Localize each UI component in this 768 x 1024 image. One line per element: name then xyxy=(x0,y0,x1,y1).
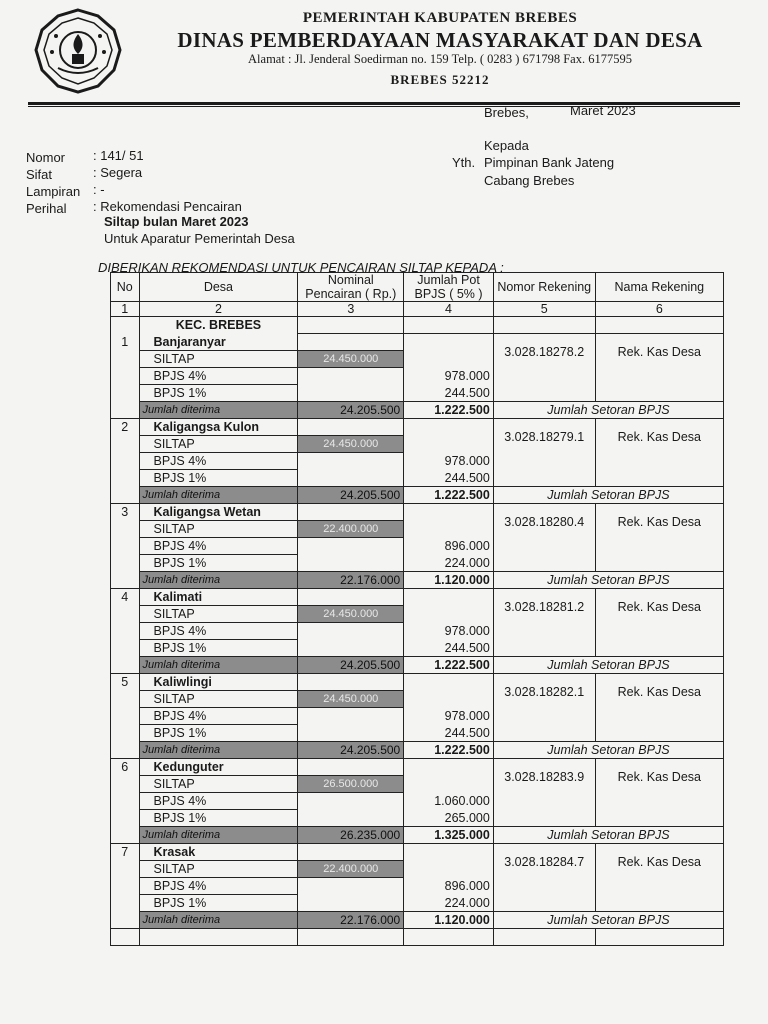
colnum: 3 xyxy=(298,302,404,317)
label-bpjs1: BPJS 1% xyxy=(139,470,298,487)
label-bpjs4: BPJS 4% xyxy=(139,538,298,555)
label-setoran: Jumlah Setoran BPJS xyxy=(493,742,723,759)
account-number: 3.028.18281.2 xyxy=(493,589,595,657)
village-name: Kalimati xyxy=(139,589,298,606)
nominal-siltap: 24.450.000 xyxy=(298,351,404,368)
label-setoran: Jumlah Setoran BPJS xyxy=(493,827,723,844)
colnum: 2 xyxy=(139,302,298,317)
bpjs4-amount: 978.000 xyxy=(404,708,494,725)
village-name: Kedunguter xyxy=(139,759,298,776)
label-bpjs1: BPJS 1% xyxy=(139,640,298,657)
row-number: 2 xyxy=(111,419,140,504)
bpjs4-amount: 978.000 xyxy=(404,453,494,470)
label-bpjs1: BPJS 1% xyxy=(139,895,298,912)
label-bpjs4: BPJS 4% xyxy=(139,623,298,640)
nominal-siltap: 22.400.000 xyxy=(298,521,404,538)
label-siltap: SILTAP xyxy=(139,861,298,878)
amount-diterima: 24.205.500 xyxy=(298,742,404,759)
to-label: Kepada xyxy=(484,138,529,153)
amount-setoran: 1.120.000 xyxy=(404,572,494,589)
kecamatan-row xyxy=(111,317,724,334)
account-name: Rek. Kas Desa xyxy=(595,334,723,402)
row-number: 6 xyxy=(111,759,140,844)
header-agency: DINAS PEMBERDAYAAN MASYARAKAT DAN DESA xyxy=(177,28,703,52)
colnum: 1 xyxy=(111,302,140,317)
bpjs1-amount: 244.500 xyxy=(404,640,494,657)
table-row-total xyxy=(111,402,724,419)
table-row xyxy=(111,674,724,691)
amount-diterima: 24.205.500 xyxy=(298,402,404,419)
bpjs4-amount: 896.000 xyxy=(404,538,494,555)
header-address: Alamat : Jl. Jenderal Soedirman no. 159 Telp. ( 0283 ) 671798 Fax. 6177595 xyxy=(248,52,632,66)
row-number: 7 xyxy=(111,844,140,929)
table-row-total xyxy=(111,657,724,674)
bpjs4-amount: 978.000 xyxy=(404,623,494,640)
header-government: PEMERINTAH KABUPATEN BREBES xyxy=(302,10,578,26)
label-diterima: Jumlah diterima xyxy=(139,912,298,929)
label-setoran: Jumlah Setoran BPJS xyxy=(493,657,723,674)
kecamatan-name: KEC. BREBES xyxy=(139,317,298,334)
account-name: Rek. Kas Desa xyxy=(595,844,723,912)
table-row-total xyxy=(111,827,724,844)
perihal-line2: Siltap bulan Maret 2023 xyxy=(104,214,249,229)
table-row xyxy=(111,334,724,351)
label-bpjs1: BPJS 1% xyxy=(139,725,298,742)
label-setoran: Jumlah Setoran BPJS xyxy=(493,572,723,589)
table-row xyxy=(111,419,724,436)
village-name: Kaligangsa Wetan xyxy=(139,504,298,521)
account-name: Rek. Kas Desa xyxy=(595,759,723,827)
table-row xyxy=(111,844,724,861)
nominal-siltap: 26.500.000 xyxy=(298,776,404,793)
header-pot: Jumlah Pot BPJS ( 5% ) xyxy=(404,273,494,302)
label-setoran: Jumlah Setoran BPJS xyxy=(493,912,723,929)
label-diterima: Jumlah diterima xyxy=(139,487,298,504)
field-value-sifat: : Segera xyxy=(93,165,143,180)
label-bpjs1: BPJS 1% xyxy=(139,555,298,572)
header-nominal: Nominal Pencairan ( Rp.) xyxy=(298,273,404,302)
label-diterima: Jumlah diterima xyxy=(139,827,298,844)
amount-setoran: 1.222.500 xyxy=(404,487,494,504)
header-city-zip: BREBES 52212 xyxy=(390,72,490,87)
header-rekening: Nomor Rekening xyxy=(493,273,595,302)
label-siltap: SILTAP xyxy=(139,606,298,623)
amount-diterima: 26.235.000 xyxy=(298,827,404,844)
label-bpjs1: BPJS 1% xyxy=(139,385,298,402)
label-diterima: Jumlah diterima xyxy=(139,742,298,759)
letter-place: Brebes, xyxy=(484,105,529,120)
perihal-line3: Untuk Aparatur Pemerintah Desa xyxy=(104,231,295,246)
amount-diterima: 24.205.500 xyxy=(298,657,404,674)
bpjs1-amount: 244.500 xyxy=(404,470,494,487)
recommendation-table xyxy=(110,272,724,946)
amount-setoran: 1.222.500 xyxy=(404,742,494,759)
row-number: 5 xyxy=(111,674,140,759)
to-recipient: Pimpinan Bank Jateng xyxy=(484,155,615,170)
table-row-total xyxy=(111,487,724,504)
table-colnum-row xyxy=(111,302,724,317)
bpjs1-amount: 244.500 xyxy=(404,385,494,402)
label-diterima: Jumlah diterima xyxy=(139,402,298,419)
label-bpjs4: BPJS 4% xyxy=(139,793,298,810)
header-desa: Desa xyxy=(139,273,298,302)
nominal-siltap: 22.400.000 xyxy=(298,861,404,878)
bpjs1-amount: 224.000 xyxy=(404,895,494,912)
row-number: 3 xyxy=(111,504,140,589)
bpjs4-amount: 978.000 xyxy=(404,368,494,385)
amount-diterima: 22.176.000 xyxy=(298,572,404,589)
amount-diterima: 22.176.000 xyxy=(298,912,404,929)
label-siltap: SILTAP xyxy=(139,521,298,538)
amount-diterima: 24.205.500 xyxy=(298,487,404,504)
account-number: 3.028.18284.7 xyxy=(493,844,595,912)
account-number: 3.028.18280.4 xyxy=(493,504,595,572)
label-bpjs4: BPJS 4% xyxy=(139,878,298,895)
amount-setoran: 1.325.000 xyxy=(404,827,494,844)
nominal-siltap: 24.450.000 xyxy=(298,691,404,708)
label-siltap: SILTAP xyxy=(139,351,298,368)
village-name: Kaliwlingi xyxy=(139,674,298,691)
row-number: 1 xyxy=(111,334,140,419)
label-setoran: Jumlah Setoran BPJS xyxy=(493,402,723,419)
amount-setoran: 1.120.000 xyxy=(404,912,494,929)
village-name: Banjaranyar xyxy=(139,334,298,351)
field-label-nomor: Nomor xyxy=(26,150,66,165)
header-no: No xyxy=(111,273,140,302)
bpjs4-amount: 1.060.000 xyxy=(404,793,494,810)
label-bpjs4: BPJS 4% xyxy=(139,368,298,385)
table-note: DIBERIKAN REKOMENDASI UNTUK PENCAIRAN SILTAP KEPADA : xyxy=(98,260,504,275)
village-name: Kaligangsa Kulon xyxy=(139,419,298,436)
field-value-perihal: : Rekomendasi Pencairan xyxy=(93,199,242,214)
account-number: 3.028.18278.2 xyxy=(493,334,595,402)
account-number: 3.028.18279.1 xyxy=(493,419,595,487)
field-value-lampiran: : - xyxy=(93,182,105,197)
label-siltap: SILTAP xyxy=(139,691,298,708)
bpjs1-amount: 244.500 xyxy=(404,725,494,742)
account-number: 3.028.18282.1 xyxy=(493,674,595,742)
table-blank-row xyxy=(111,929,724,946)
bpjs4-amount: 896.000 xyxy=(404,878,494,895)
row-number: 4 xyxy=(111,589,140,674)
field-label-sifat: Sifat xyxy=(26,167,53,182)
label-diterima: Jumlah diterima xyxy=(139,657,298,674)
header-nama-rekening: Nama Rekening xyxy=(595,273,723,302)
account-number: 3.028.18283.9 xyxy=(493,759,595,827)
account-name: Rek. Kas Desa xyxy=(595,674,723,742)
account-name: Rek. Kas Desa xyxy=(595,419,723,487)
to-branch: Cabang Brebes xyxy=(484,173,575,188)
account-name: Rek. Kas Desa xyxy=(595,504,723,572)
table-row xyxy=(111,589,724,606)
colnum: 4 xyxy=(404,302,494,317)
label-setoran: Jumlah Setoran BPJS xyxy=(493,487,723,504)
table-row xyxy=(111,504,724,521)
village-name: Krasak xyxy=(139,844,298,861)
label-siltap: SILTAP xyxy=(139,776,298,793)
amount-setoran: 1.222.500 xyxy=(404,657,494,674)
nominal-siltap: 24.450.000 xyxy=(298,606,404,623)
table-row-total xyxy=(111,742,724,759)
label-siltap: SILTAP xyxy=(139,436,298,453)
bpjs1-amount: 265.000 xyxy=(404,810,494,827)
table-row-total xyxy=(111,912,724,929)
regency-emblem-icon xyxy=(28,6,128,96)
account-name: Rek. Kas Desa xyxy=(595,589,723,657)
nominal-siltap: 24.450.000 xyxy=(298,436,404,453)
bpjs1-amount: 224.000 xyxy=(404,555,494,572)
colnum: 6 xyxy=(595,302,723,317)
letter-date: Maret 2023 xyxy=(570,103,636,118)
label-diterima: Jumlah diterima xyxy=(139,572,298,589)
colnum: 5 xyxy=(493,302,595,317)
table-header-row xyxy=(111,273,724,302)
label-bpjs1: BPJS 1% xyxy=(139,810,298,827)
label-bpjs4: BPJS 4% xyxy=(139,708,298,725)
field-label-lampiran: Lampiran xyxy=(26,184,81,199)
field-label-perihal: Perihal xyxy=(26,201,67,216)
to-yth: Yth. xyxy=(452,155,476,170)
table-row xyxy=(111,759,724,776)
label-bpjs4: BPJS 4% xyxy=(139,453,298,470)
field-value-nomor: : 141/ 51 xyxy=(93,148,144,163)
amount-setoran: 1.222.500 xyxy=(404,402,494,419)
table-row-total xyxy=(111,572,724,589)
